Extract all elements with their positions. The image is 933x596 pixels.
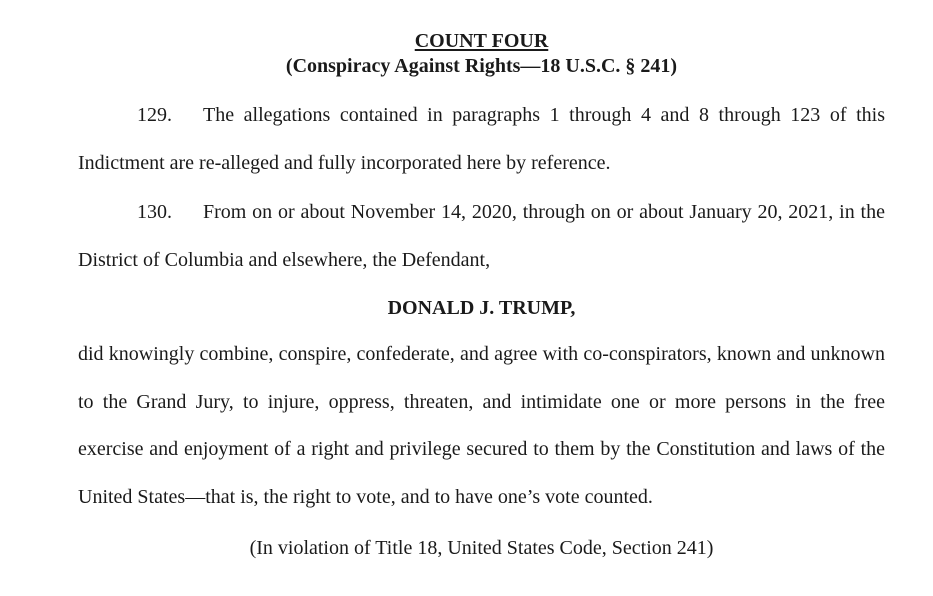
count-title [78,28,885,54]
paragraph-number: 129. [137,104,172,126]
statute-citation: (In violation of Title 18, United States Code, Section 241) [249,537,714,559]
paragraph-text: From on or about November 14, 2020, through on or about January 20, 2021, in the District of Columbia and elsewhere, the Defendant, [78,201,885,271]
paragraph-text: The allegations contained in paragraphs 1 through 4 and 8 through 123 of this Indictment are re-alleged and fully incorporated here by reference. [78,104,885,174]
paragraph-number: 130. [137,201,172,223]
paragraph-130 [78,189,885,284]
count-subtitle: (Conspiracy Against Rights—18 U.S.C. § 241) [285,55,678,77]
paragraph-129 [78,92,885,187]
paragraph-continuation: did knowingly combine, conspire, confederate, and agree with co-conspirators, known and unknown to the Grand Jury, to injure, oppress, threaten, and intimidate one or more persons in the free exercise and enjoyment of a right and privilege secured to them by the Constitution and laws of the United States—that is, the right to vote, and to have one’s vote counted. [78,343,885,508]
count-title-text: COUNT FOUR [414,30,549,52]
defendant-name: DONALD J. TRUMP, [387,297,576,319]
